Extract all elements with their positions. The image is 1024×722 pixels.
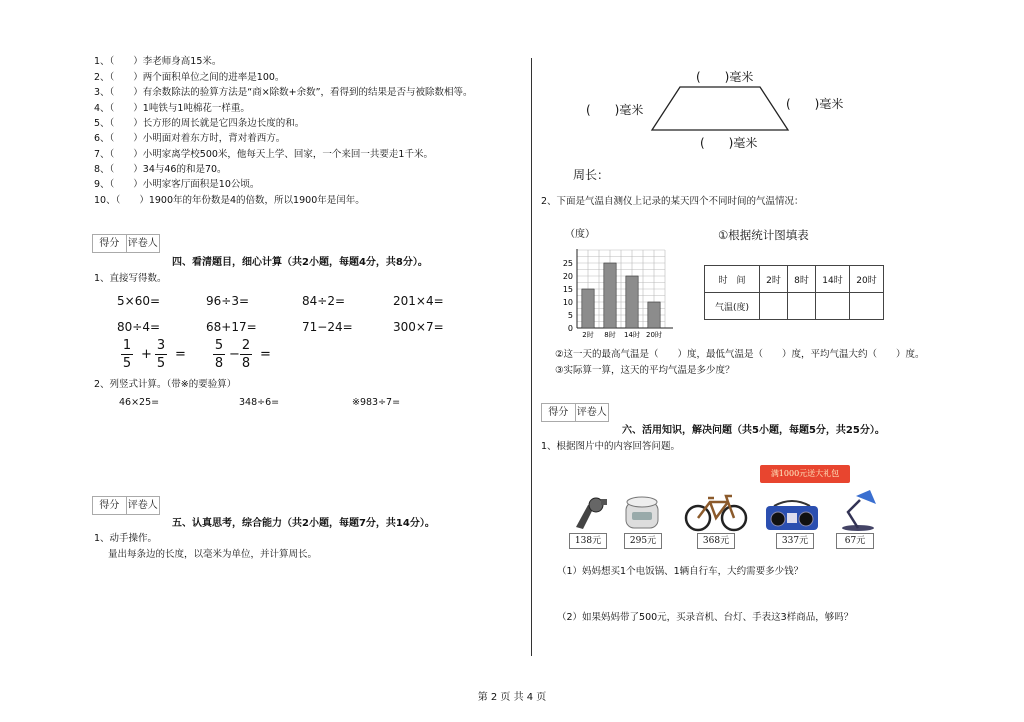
fraction [155, 338, 167, 371]
bar [648, 302, 660, 328]
numerator: 2 [241, 338, 251, 353]
trapezoid-left-label: ( )毫米 [586, 103, 644, 117]
trapezoid-bottom-label: ( )毫米 [700, 136, 758, 150]
section-5-title: 五、认真思考，综合能力（共2小题，每题7分，共14分）。 [172, 518, 435, 529]
watch-icon [570, 495, 610, 531]
price-tag: 368元 [697, 533, 735, 549]
score-label: 得分 [93, 235, 127, 252]
column-divider [531, 58, 532, 656]
tf-item: 6、（ ）小明面对着东方时，背对着西方。 [94, 133, 286, 144]
calc-item: 68+17= [206, 320, 257, 334]
y-tick-label: 0 [567, 324, 573, 333]
tape-recorder-icon [764, 498, 820, 532]
table-header-cell: 20时 [850, 266, 884, 293]
tf-item: 5、（ ）长方形的周长就是它四条边长度的和。 [94, 118, 305, 129]
y-tick-label: 25 [562, 259, 573, 268]
operator: + [141, 347, 152, 362]
temperature-table [704, 265, 884, 320]
calc-item: 300×7= [393, 320, 444, 334]
trapezoid-right-label: ( )毫米 [786, 97, 844, 111]
table-cell-blank[interactable] [788, 293, 816, 320]
table-row [705, 293, 884, 320]
equals-sign: = [260, 347, 271, 362]
calc-item: 5×60= [117, 294, 161, 308]
section-4-title: 四、看清题目，细心计算（共2小题，每题4分，共8分）。 [172, 257, 428, 268]
calc-item: 80÷4= [117, 320, 161, 334]
denominator: 5 [122, 356, 132, 371]
grader-label: 评卷人 [127, 500, 158, 511]
bicycle-icon [684, 492, 748, 532]
y-tick-label: 5 [567, 311, 573, 320]
denominator: 5 [156, 356, 166, 371]
table-header-cell: 8时 [788, 266, 816, 293]
tf-item: 8、（ ）34与46的和是70。 [94, 164, 227, 175]
tf-item: 7、（ ）小明家离学校500米，他每天上学、回家，一个来回一共要走1千米。 [94, 149, 433, 160]
score-box [92, 496, 160, 515]
sub-question: （2）如果妈妈带了500元，买录音机、台灯、手表这3样商品，够吗？ [557, 612, 854, 623]
table-row-label: 气温(度) [705, 293, 760, 320]
vertical-calc: ※983÷7= [352, 397, 401, 408]
y-tick-label: 20 [562, 272, 573, 281]
question-label: 1、直接写得数。 [94, 273, 167, 284]
tf-item: 9、（ ）小明家客厅面积是10公顷。 [94, 179, 260, 190]
table-header-cell: 时 间 [705, 266, 760, 293]
bar [582, 289, 594, 328]
tf-item: 2、（ ）两个面积单位之间的进率是100。 [94, 72, 285, 83]
grader-label: 评卷人 [127, 238, 158, 249]
y-tick-label: 10 [562, 298, 573, 307]
fraction-bar [240, 354, 252, 355]
tf-item: 4、（ ）1吨铁与1吨棉花一样重。 [94, 103, 250, 114]
temperature-bar-chart [555, 225, 680, 345]
question-label: 1、根据图片中的内容回答问题。 [541, 441, 681, 452]
numerator: 3 [156, 338, 166, 353]
question-label: 2、列竖式计算。（带※的要验算） [94, 379, 237, 390]
numerator: 5 [214, 338, 224, 353]
sub-question: （1）妈妈想买1个电饭锅、1辆自行车，大约需要多少钱？ [557, 566, 804, 577]
question-text: 量出每条边的长度，以毫米为单位，并计算周长。 [108, 549, 318, 560]
question-label: 2、下面是气温自测仪上记录的某天四个不同时间的气温情况： [541, 196, 804, 207]
table-header-cell: 2时 [760, 266, 788, 293]
grader-label: 评卷人 [576, 407, 607, 418]
denominator: 8 [214, 356, 224, 371]
table-cell-blank[interactable] [760, 293, 788, 320]
fraction [213, 338, 225, 371]
question-label: 1、动手操作。 [94, 533, 158, 544]
price-tag: 337元 [776, 533, 814, 549]
score-label: 得分 [93, 497, 127, 514]
table-header-cell: 14时 [816, 266, 850, 293]
section-6-title: 六、活用知识，解决问题（共5小题，每题5分，共25分）。 [622, 425, 885, 436]
x-tick-label: 2时 [582, 331, 594, 339]
price-tag: 138元 [569, 533, 607, 549]
x-tick-label: 8时 [604, 331, 616, 339]
calc-item: 71−24= [302, 320, 353, 334]
score-label: 得分 [542, 404, 576, 421]
equals-sign: = [175, 347, 186, 362]
table-cell-blank[interactable] [816, 293, 850, 320]
vertical-calc: 46×25= [119, 397, 160, 408]
fraction [121, 338, 133, 371]
y-axis-label: （度） [565, 229, 595, 240]
fraction-bar [121, 354, 133, 355]
task-label: ②这一天的最高气温是（ ）度，最低气温是（ ）度，平均气温大约（ ）度。 [555, 349, 925, 360]
trapezoid-figure [650, 84, 790, 134]
calc-item: 201×4= [393, 294, 444, 308]
x-tick-label: 20时 [646, 331, 662, 339]
score-box [541, 403, 609, 422]
numerator: 1 [122, 338, 132, 353]
table-cell-blank[interactable] [850, 293, 884, 320]
score-box [92, 234, 160, 253]
page-footer: 第 2 页 共 4 页 [477, 692, 547, 703]
bar [626, 276, 638, 328]
fraction-bar [155, 354, 167, 355]
promo-banner: 满1000元送大礼包 [760, 465, 850, 483]
task-label: ①根据统计图填表 [718, 228, 809, 242]
fraction [240, 338, 252, 371]
y-tick-label: 15 [562, 285, 573, 294]
price-tag: 67元 [836, 533, 874, 549]
fraction-bar [213, 354, 225, 355]
calc-item: 96÷3= [206, 294, 250, 308]
denominator: 8 [241, 356, 251, 371]
bar [604, 263, 616, 328]
task-label: ③实际算一算，这天的平均气温是多少度？ [555, 365, 735, 376]
desk-lamp-icon [834, 488, 880, 532]
calc-item: 84÷2= [302, 294, 346, 308]
table-row [705, 266, 884, 293]
rice-cooker-icon [622, 494, 662, 532]
perimeter-label: 周长： [573, 168, 610, 182]
tf-item: 3、（ ）有余数除法的验算方法是“商×除数+余数”，看得到的结果是否与被除数相等。 [94, 87, 473, 98]
tf-item: 1、（ ）李老师身高15米。 [94, 56, 222, 67]
trapezoid-top-label: ( )毫米 [696, 70, 754, 84]
price-tag: 295元 [624, 533, 662, 549]
tf-item: 10、（ ）1900年的年份数是4的倍数，所以1900年是闰年。 [94, 195, 365, 206]
vertical-calc: 348÷6= [239, 397, 280, 408]
x-tick-label: 14时 [624, 331, 640, 339]
operator: − [229, 347, 240, 362]
